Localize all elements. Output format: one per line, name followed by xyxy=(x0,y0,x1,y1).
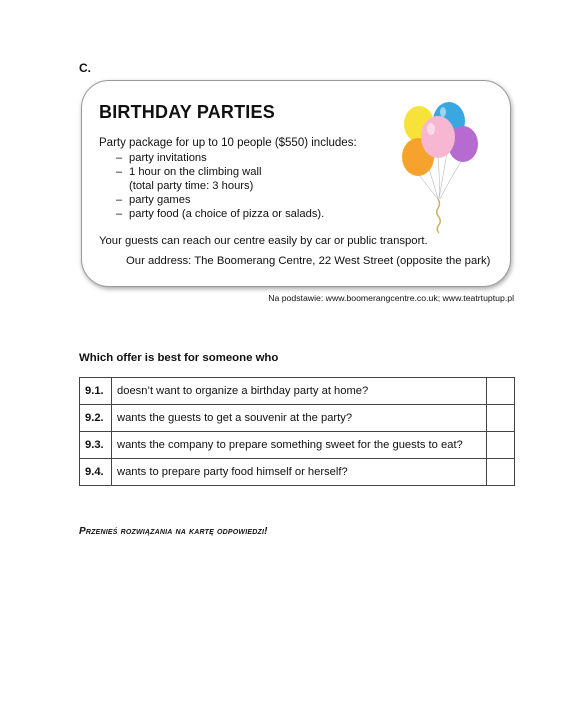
question-number: 9.1. xyxy=(80,378,112,405)
balloons-image xyxy=(398,99,488,235)
question-text: wants to prepare party food himself or herself? xyxy=(112,459,487,486)
source-note: Na podstawie: www.boomerangcentre.co.uk; www.teatrtuptup.pl xyxy=(268,293,514,303)
table-row xyxy=(80,378,515,405)
question-number: 9.3. xyxy=(80,432,112,459)
table-row xyxy=(80,432,515,459)
card-title: BIRTHDAY PARTIES xyxy=(99,102,275,122)
guests-text: Your guests can reach our centre easily by car or public transport. xyxy=(99,235,428,247)
answer-table xyxy=(79,377,515,486)
question-number: 9.4. xyxy=(80,459,112,486)
question-text: wants the guests to get a souvenir at the party? xyxy=(112,405,487,432)
list-item: – party games xyxy=(116,194,191,206)
question-text: wants the company to prepare something sweet for the guests to eat? xyxy=(112,432,487,459)
list-item: – party invitations xyxy=(116,152,207,164)
instruction-text: Przenieś rozwiązania na kartę odpowiedzi! xyxy=(79,526,268,537)
answer-box[interactable] xyxy=(487,432,515,459)
table-row xyxy=(80,405,515,432)
list-item: – party food (a choice of pizza or salads). xyxy=(116,208,325,220)
answer-box[interactable] xyxy=(487,459,515,486)
question-prompt: Which offer is best for someone who xyxy=(79,352,279,364)
list-item-continuation: (total party time: 3 hours) xyxy=(129,180,254,192)
package-list xyxy=(116,151,324,221)
question-text: doesn’t want to organize a birthday party at home? xyxy=(112,378,487,405)
list-item: – 1 hour on the climbing wall xyxy=(116,166,262,178)
section-label: C. xyxy=(79,61,91,75)
answer-box[interactable] xyxy=(487,378,515,405)
card-intro: Party package for up to 10 people ($550) includes: xyxy=(99,137,357,149)
birthday-parties-card xyxy=(81,80,511,287)
question-number: 9.2. xyxy=(80,405,112,432)
answer-box[interactable] xyxy=(487,405,515,432)
address-text: Our address: The Boomerang Centre, 22 West Street (opposite the park) xyxy=(126,255,491,267)
table-row xyxy=(80,459,515,486)
